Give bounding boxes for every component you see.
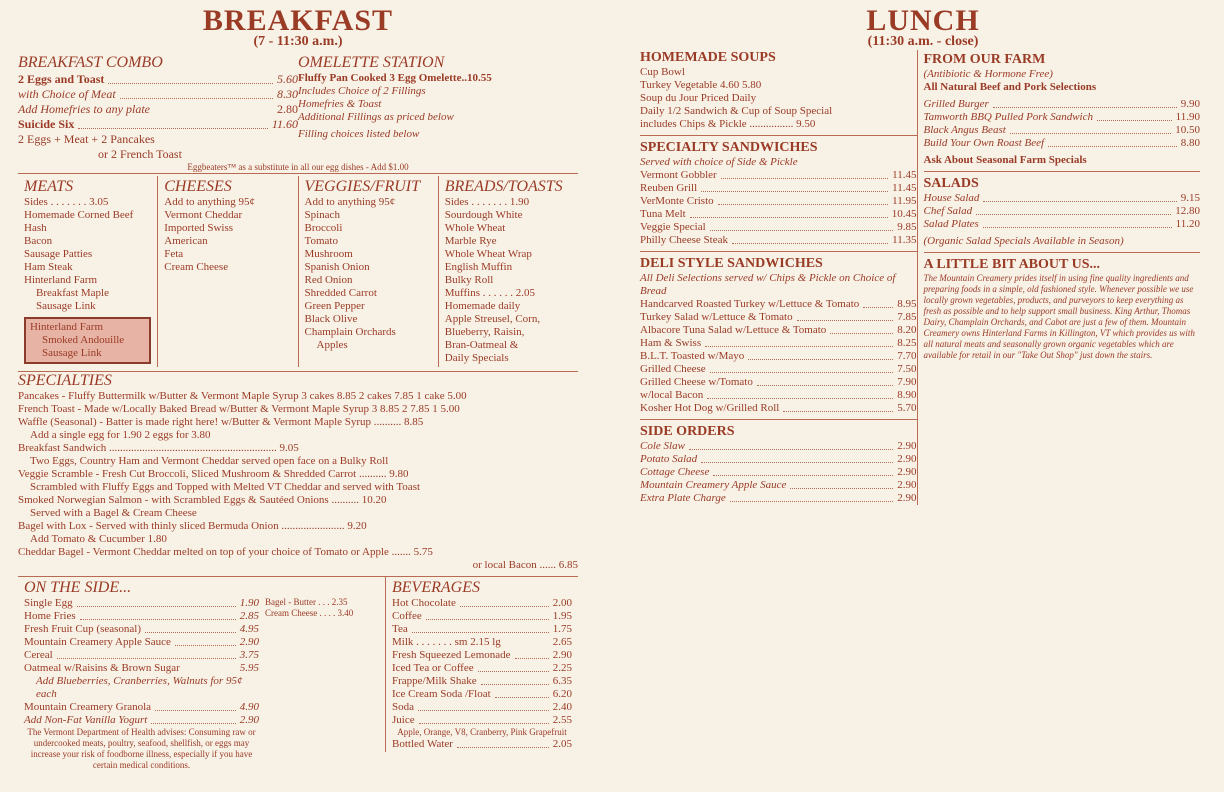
combo-item: Add Homefries to any plate 2.80 — [18, 102, 298, 116]
omelette-station: OMELETTE STATION Fluffy Pan Cooked 3 Egg Omelette..10.55 Includes Choice of 2 Fillings Homefries & Toast Additional Fillings as priced below Filling choices listed below — [298, 54, 492, 140]
combo-item: with Choice of Meat 8.30 — [18, 87, 298, 101]
eggbeaters-note: Eggbeaters™ as a substitute in all our egg dishes - Add $1.00 — [187, 162, 409, 172]
lunch-left: HOMEMADE SOUPS Cup Bowl Turkey Vegetable 4.60 5.80 Soup du Jour Priced Daily Daily 1/2 Sandwich & Cup of Soup Special includes Chips & Pickle ................ 9.50 SPECIALTY SANDWICHES Served with choice of Side & Pickle Vermont Gobbler 11.45 Reuben Grill 11.45 VerMonte Cristo 11.95 Tuna Melt 10.45 Veggie Special 9.85 Philly Cheese Steak 11.35 DELI STYLE SANDWICHES All Deli Selections served w/ Chips & Pickle on Choice of Bread Handcarved Roasted Turkey w/Lettuce & Tomato 8.95 Turkey Salad w/Lettuce & Tomato 7.85 Albacore Tuna Salad w/Lettuce & Tomato 8.20 Ham & Swiss 8.25 B.L.T. Toasted w/Mayo 7.70 Grilled Cheese 7.50 Grilled Cheese w/Tomato 7.90 w/local Bacon 8.90 Kosher Hot Dog w/Grilled Roll 5.70 SIDE ORDERS Cole Slaw 2.90 Potato Salad 2.90 Cottage Cheese 2.90 Mountain Creamery Apple Sauce 2.90 Extra Plate Charge 2.90 — [640, 50, 917, 504]
veggies-col: VEGGIES/FRUIT Add to anything 95¢ Spinach Broccoli Tomato Mushroom Spanish Onion Red Onion Shredded Carrot Green Pepper Black Olive Champlain Orchards Apples — [298, 176, 438, 367]
combo-item: 2 Eggs + Meat + 2 Pancakes — [18, 132, 155, 146]
breakfast-hours: (7 - 11:30 a.m.) — [253, 34, 343, 49]
lunch-hours: (11:30 a.m. - close) — [867, 34, 979, 49]
combo-item: or 2 French Toast — [98, 147, 182, 161]
cheeses-col: CHEESES Add to anything 95¢ Vermont Cheddar Imported Swiss American Feta Cream Cheese — [157, 176, 297, 367]
beverages: BEVERAGES Hot Chocolate 2.00 Coffee 1.95 Tea 1.75 Milk . . . . . . . sm 2.15 lg 2.65 Fresh Squeezed Lemonade 2.90 Iced Tea or Coffee 2.25 Frappe/Milk Shake 6.35 Ice Cream Soda /Float 6.20 Soda 2.40 Juice 2.55 Apple, Orange, V8, Cranberry, Pink Grapefruit Bottled Water 2.05 — [385, 577, 578, 752]
breads-col: BREADS/TOASTS Sides . . . . . . . 1.90 Sourdough White Whole Wheat Marble Rye Whole Wheat Wrap English Muffin Bulky Roll Muffins . . . . . . 2.05 Homemade daily Apple Streusel, Corn, Blueberry, Raisin, Bran-Oatmeal & Daily Specials — [438, 176, 578, 367]
breakfast-panel — [18, 0, 578, 792]
hinterland-highlight: Hinterland Farm Smoked Andouille Sausage Link — [24, 317, 151, 364]
combo-item: 2 Eggs and Toast 5.60 — [18, 72, 298, 86]
lunch-title: LUNCH — [866, 4, 980, 37]
specialties: SPECIALTIES Pancakes - Fluffy Buttermilk w/Butter & Vermont Maple Syrup 3 cakes 8.85 2 cakes 7.85 1 cake 5.00 French Toast - Made w/Locally Baked Bread w/Butter & Vermont Maple Syrup 3 8.85 2 7.85 1 5.00 Waffle (Seasonal) - Batter is made right here! w/Butter & Vermont Maple Syrup .......... 8.85 Add a single egg for 1.90 2 eggs for 3.80 Breakfast Sandwich ............................................................. 9.05 Two Eggs, Country Ham and Vermont Cheddar served open face on a Bulky Roll Veggie Scramble - Fresh Cut Broccoli, Sliced Mushroom & Shredded Carrot .......... 9.80 Scrambled with Fluffy Eggs and Topped with Melted VT Cheddar and served with Toast Smoked Norwegian Salmon - with Scrambled Eggs & Sautéed Onions .......... 10.20 Served with a Bagel & Cream Cheese Bagel with Lox - Served with thinly sliced Bermuda Onion ....................... 9.20 Add Tomato & Cucumber 1.80 Cheddar Bagel - Vermont Cheddar melted on top of your choice of Tomato or Apple ....... 5.75 or local Bacon ...... 6.85 — [18, 372, 578, 571]
combo-title: BREAKFAST COMBO — [18, 54, 163, 71]
on-the-side: ON THE SIDE... Single Egg 1.90 Home Fries 2.85 Fresh Fruit Cup (seasonal) 4.95 Mountain Creamery Apple Sauce 2.90 Cereal 3.75 Oatmeal w/Raisins & Brown Sugar 5.95 Add Blueberries, Cranberries, Walnuts for 95¢ each Mountain Creamery Granola 4.90 Add Non-Fat Vanilla Yogurt 2.90 The Vermont Department of Health advises: Consuming raw or undercooked meats, poultry, seafood, shellfish, or eggs may increase your risk of foodborne illness, especially if you have certain medical conditions. — [24, 579, 259, 770]
breakfast-combo — [18, 54, 298, 162]
bagel-sides: Bagel - Butter . . . 2.35 Cream Cheese . . . . 3.40 — [265, 597, 354, 618]
combo-item: Suicide Six 11.60 — [18, 117, 298, 131]
lunch-panel — [640, 0, 1206, 792]
lunch-right: FROM OUR FARM (Antibiotic & Hormone Free) All Natural Beef and Pork Selections Grilled Burger 9.90 Tamworth BBQ Pulled Pork Sandwich 11.90 Black Angus Beast 10.50 Build Your Own Roast Beef 8.80 Ask About Seasonal Farm Specials SALADS House Salad 9.15 Chef Salad 12.80 Salad Plates 11.20 (Organic Salad Specials Available in Season) A LITTLE BIT ABOUT US... The Mountain Creamery prides itself in using fine quality ingredients and preparing foods in a simple, old fashioned style. Whenever possible we use locally grown vegetables, products, and purveyors to keep everything as fresh as possible and to help support small business. King Arthur, Thomas Dairy, Champlain Orchards, and Cabot are just a few of them. Mountain Creamery owns Hinterland Farms in Killington, VT which provides us with all natural meats and seasonally grown organic vegetables which are available for retail in our "Take Out Shop" just down the stairs. — [917, 50, 1207, 505]
meats-col: MEATS Sides . . . . . . . 3.05 Homemade Corned Beef Hash Bacon Sausage Patties Ham Steak Hinterland Farm Breakfast Maple Sausage Link Hinterland Farm Smoked Andouille Sausage Link — [18, 176, 157, 367]
breakfast-title: BREAKFAST — [202, 4, 394, 37]
